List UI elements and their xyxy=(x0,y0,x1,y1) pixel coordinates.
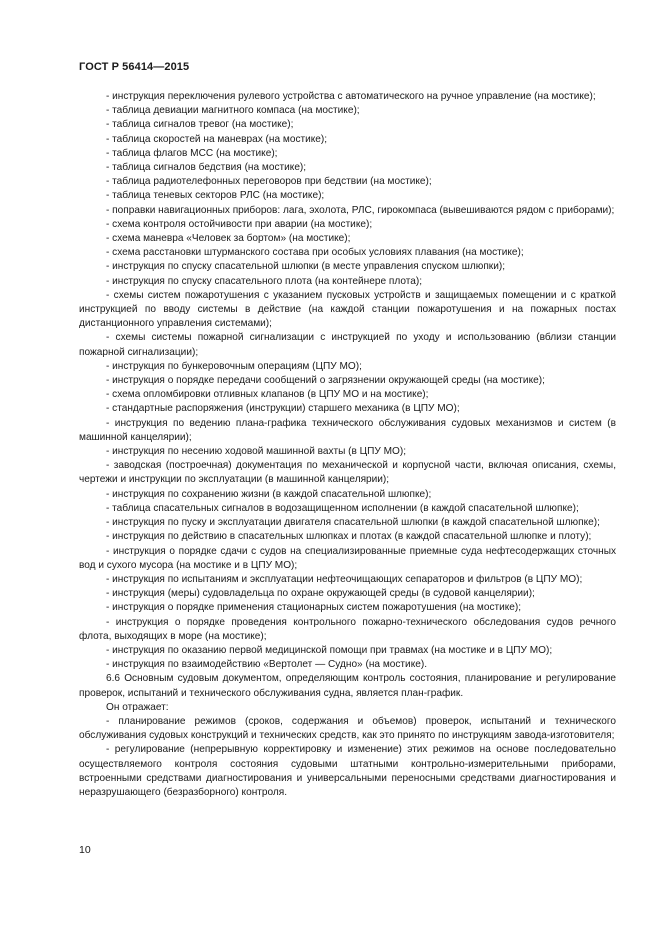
paragraph: - инструкция по сохранению жизни (в каждой спасательной шлюпке); xyxy=(106,488,432,500)
paragraph: - инструкция по бункеровочным операциям (ЦПУ МО); xyxy=(106,360,362,372)
paragraph: - инструкция по ведению плана-графика технического обслуживания судовых механизмов и систем (в машинной канцелярии); xyxy=(79,417,616,443)
paragraph: - инструкция по несению ходовой машинной вахты (в ЦПУ МО); xyxy=(106,446,407,458)
paragraph: - заводская (построечная) документация по механической и корпусной части, включая описания, схемы, чертежи и инструкции по эксплуатации (в машинной канцелярии); xyxy=(79,460,616,486)
paragraph: - таблица радиотелефонных переговоров при бедствии (на мостике); xyxy=(106,176,432,188)
paragraph: - схема маневра «Человек за бортом» (на мостике); xyxy=(106,233,351,245)
paragraph: - инструкция о порядке передачи сообщений о загрязнении окружающей среды (на мостике); xyxy=(106,375,545,387)
paragraph: - стандартные распоряжения (инструкции) старшего механика (в ЦПУ МО); xyxy=(106,403,460,415)
paragraph: Он отражает: xyxy=(106,701,169,713)
paragraph: - таблица скоростей на маневрах (на мостике); xyxy=(106,133,328,145)
paragraph: - схема расстановки штурманского состава при особых условиях плавания (на мостике); xyxy=(106,247,524,259)
paragraph: - инструкция по спуску спасательного плота (на контейнере плота); xyxy=(106,275,423,287)
paragraph: - инструкция по действию в спасательных шлюпках и плотах (в каждой спасательной шлюпке и плоту); xyxy=(106,531,592,543)
paragraph: - инструкция (меры) судовладельца по охране окружающей среды (в судовой канцелярии); xyxy=(106,588,535,600)
page-number: 10 xyxy=(79,844,91,856)
paragraph: - инструкция по испытаниям и эксплуатации нефтеочищающих сепараторов и фильтров (в ЦПУ МО); xyxy=(106,573,583,585)
paragraph: - схема контроля остойчивости при аварии (на мостике); xyxy=(106,218,373,230)
paragraph: - поправки навигационных приборов: лага, эхолота, РЛС, гирокомпаса (вывешиваются рядом с приборами); xyxy=(106,204,615,216)
paragraph: - таблица флагов МСС (на мостике); xyxy=(106,147,278,159)
paragraph: - инструкция о порядке применения стационарных систем пожаротушения (на мостике); xyxy=(106,602,522,614)
paragraph: - схемы систем пожаротушения с указанием пусковых устройств и защищаемых помещении и с краткой инструкцией по вводу системы в действие (на каждой станции пожаротушения и на пожарных постах дистанционного управления системами); xyxy=(79,289,616,330)
document-body xyxy=(79,90,616,800)
paragraph: - таблица сигналов тревог (на мостике); xyxy=(106,119,294,131)
paragraph: - таблица теневых секторов РЛС (на мостике); xyxy=(106,190,325,202)
paragraph: - таблица сигналов бедствия (на мостике); xyxy=(106,162,307,174)
paragraph: - инструкция о порядке сдачи с судов на специализированные приемные суда нефтесодержащих сточных вод и сухого мусора (на мостике и в ЦПУ МО); xyxy=(79,545,616,571)
standard-title: ГОСТ Р 56414—2015 xyxy=(79,61,190,73)
paragraph: - инструкция по взаимодействию «Вертолет — Судно» (на мостике). xyxy=(106,659,427,671)
paragraph: - таблица девиации магнитного компаса (на мостике); xyxy=(106,105,360,117)
paragraph: - схема опломбировки отливных клапанов (в ЦПУ МО и на мостике); xyxy=(106,389,429,401)
document-header xyxy=(79,61,189,73)
paragraph: - инструкция по оказанию первой медицинской помощи при травмах (на мостике и в ЦПУ МО); xyxy=(106,644,553,656)
paragraph: - таблица спасательных сигналов в водозащищенном исполнении (в каждой спасательной шлюпке); xyxy=(106,502,579,514)
paragraph: - инструкция по спуску спасательной шлюпки (в месте управления спуском шлюпки); xyxy=(106,261,506,273)
paragraph: - инструкция о порядке проведения контрольного пожарно-технического обследования судов речного флота, выходящих в море (на мостике); xyxy=(79,616,616,642)
paragraph: - схемы системы пожарной сигнализации с инструкцией по уходу и использованию (вблизи станции пожарной сигнализации); xyxy=(79,332,616,358)
paragraph: - инструкция по пуску и эксплуатации двигателя спасательной шлюпки (в каждой спасательной шлюпке); xyxy=(106,517,600,529)
section-6-6-paragraph: 6.6 Основным судовым документом, определяющим контроль состояния, планирование и регулирование проверок, испытаний и технического обслуживания судна, является план-график. xyxy=(79,673,616,699)
paragraph: - планирование режимов (сроков, содержания и объемов) проверок, испытаний и технического обслуживания судовых конструкций и технических средств, как это принято по инструкциям завода-изготовителя; xyxy=(79,715,616,742)
paragraph: - инструкция переключения рулевого устройства с автоматического на ручное управление (на мостике); xyxy=(106,91,596,102)
paragraph: - регулирование (непрерывную корректировку и изменение) этих режимов на основе последовательно осуществляемого контроля состояния судовыми штатными контрольно-измерительными приборами, встроенными средствами диагностирования и универсальными переносными средствами диагностирования и неразрушающего (безразборного) контроля. xyxy=(79,744,616,798)
